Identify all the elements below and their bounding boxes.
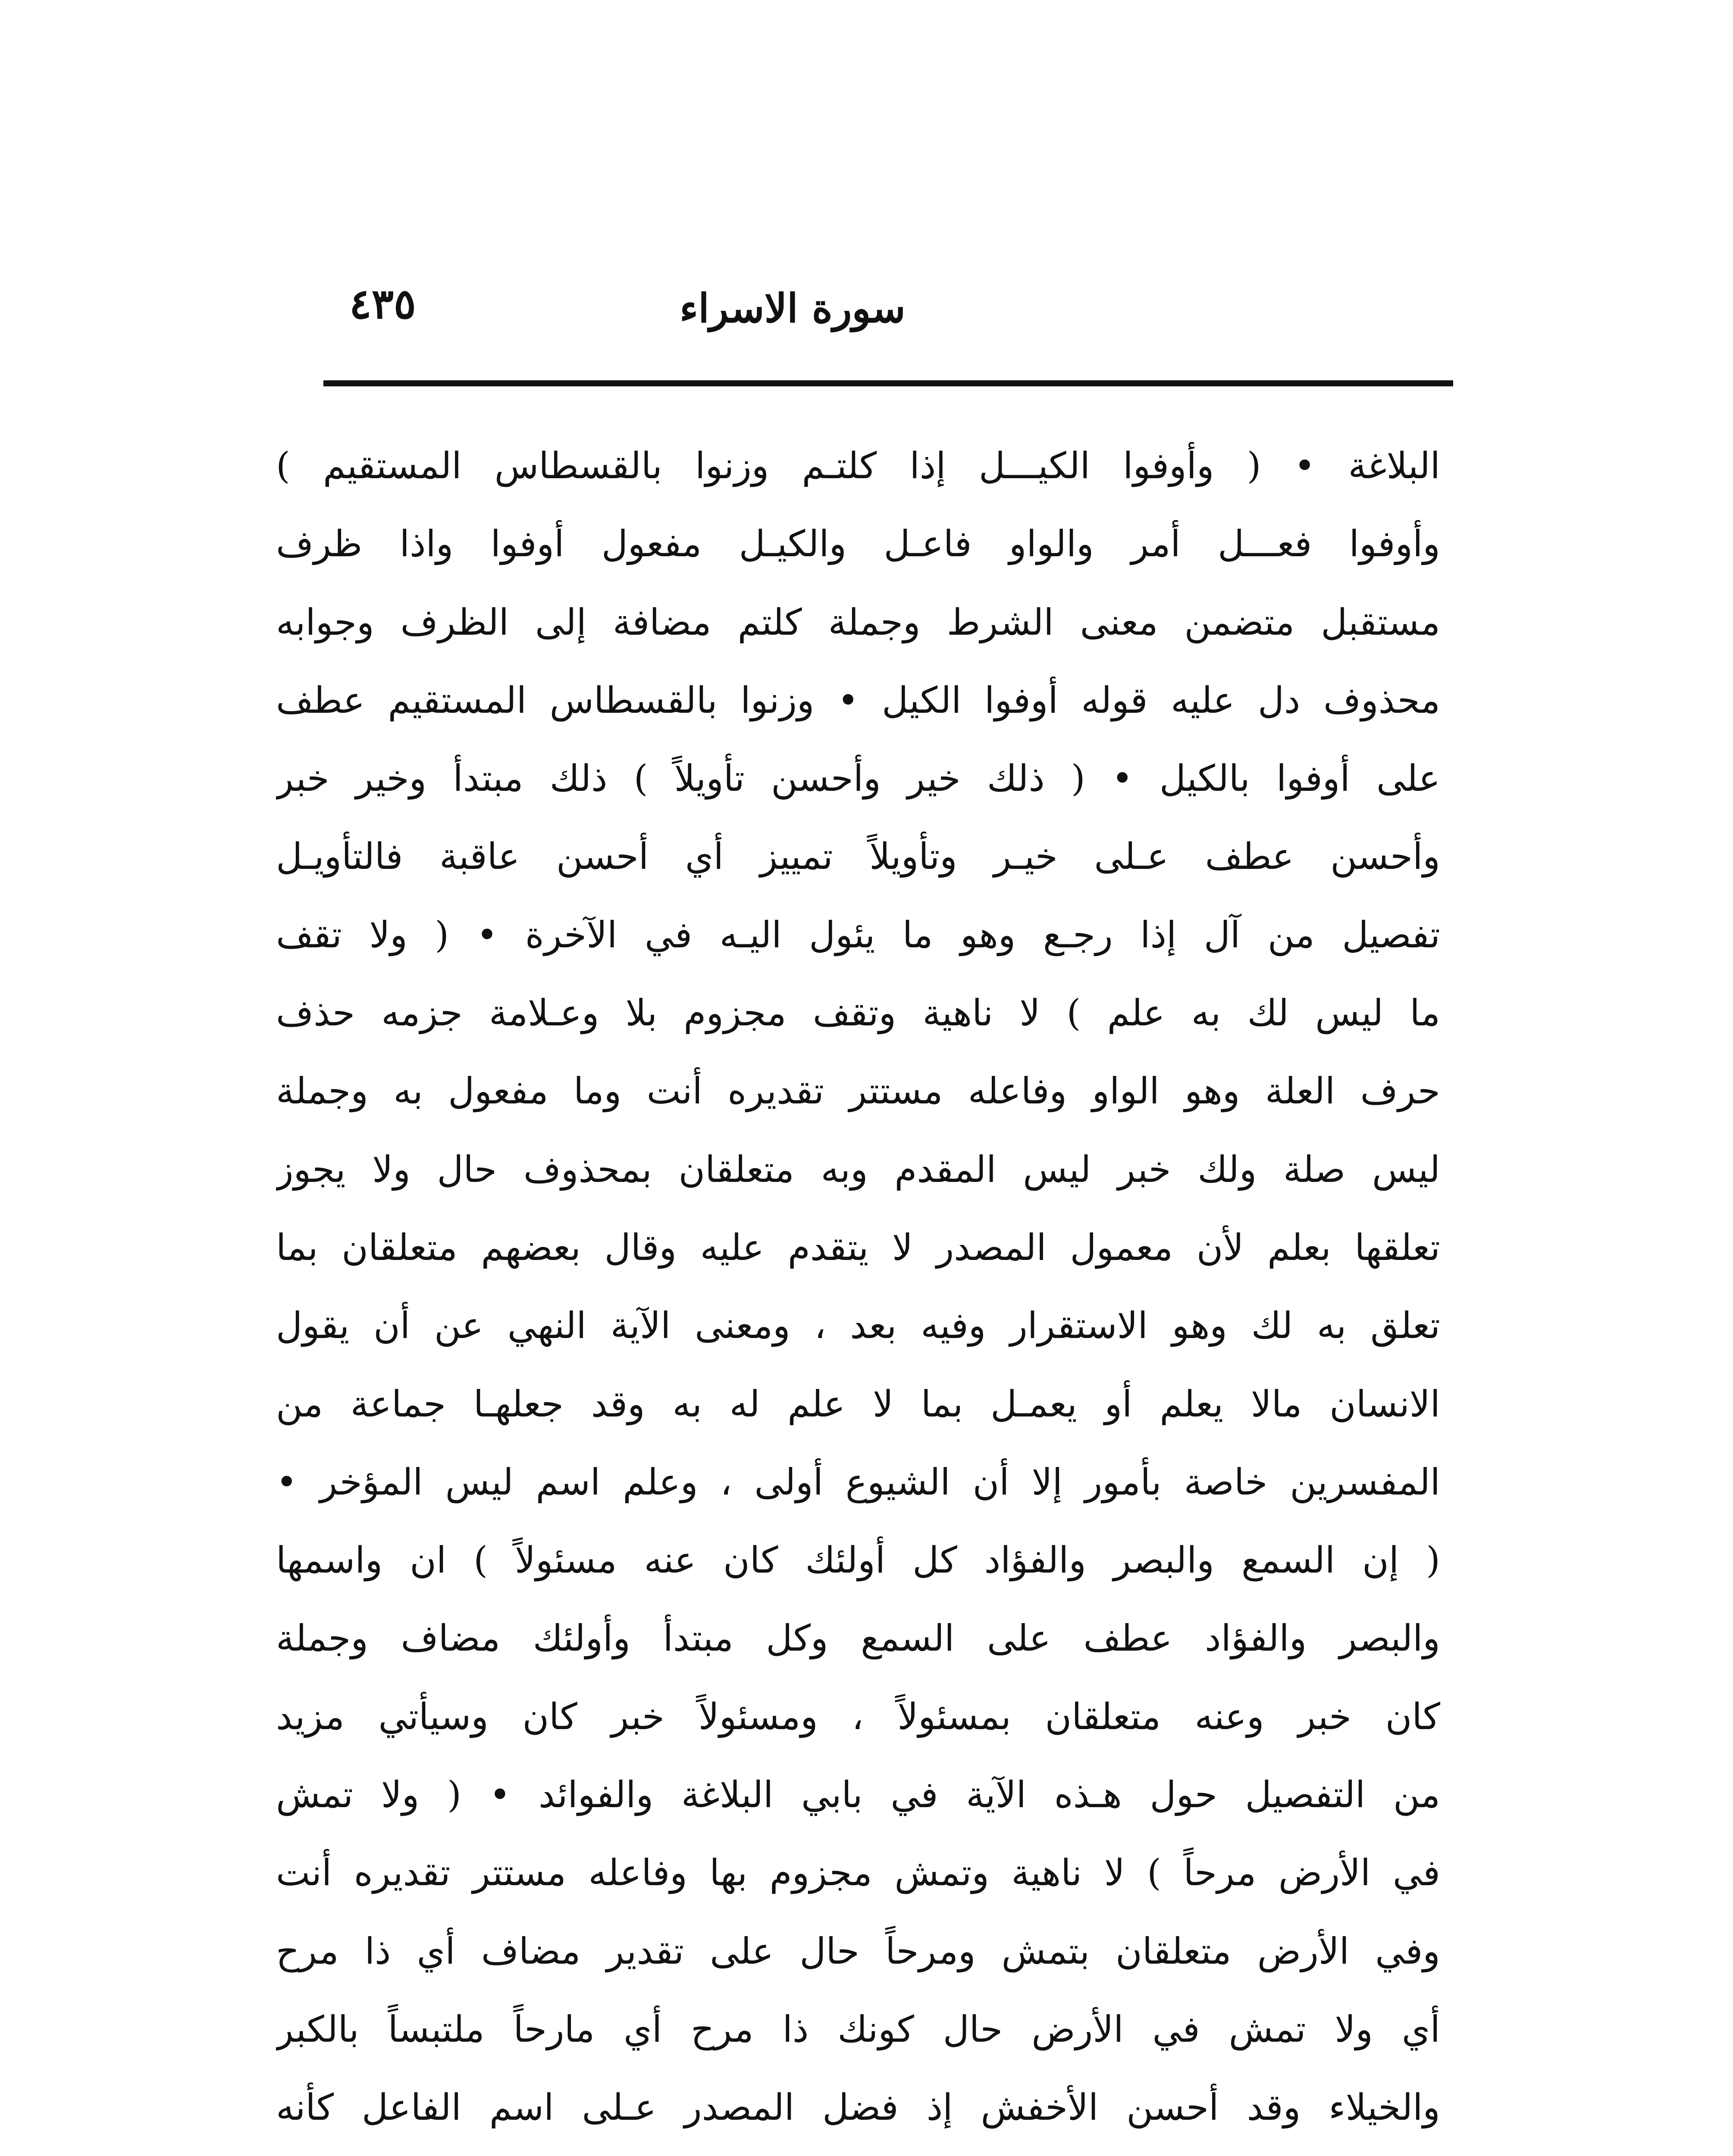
text-line: الانسان مالا يعلم أو يعمـل بما لا علم له به وقد جعلهـا جماعة من xyxy=(276,1382,1440,1425)
text-line: ما ليس لك به علم ) لا ناهية وتقف مجزوم بلا وعـلامة جزمه حذف xyxy=(276,992,1440,1034)
text-line xyxy=(276,2147,1440,2156)
text-line: ليس صلة ولك خبر ليس المقدم وبه متعلقان بمحذوف حال ولا يجوز xyxy=(276,1148,1440,1191)
text-line: أي ولا تمش في الأرض حال كونك ذا مرح أي مارحاً ملتبساً بالكبر xyxy=(276,2008,1440,2050)
text-line: المفسرين خاصة بأمور إلا أن الشيوع أولى ، وعلم اسم ليس المؤخر • xyxy=(276,1460,1440,1503)
text-line: في الأرض مرحاً ) لا ناهية وتمش مجزوم بها وفاعله مستتر تقديره أنت xyxy=(276,1852,1440,1894)
header-rule xyxy=(323,380,1453,386)
text-line: كان خبر وعنه متعلقان بمسئولاً ، ومسئولاً خبر كان وسيأتي مزيد xyxy=(276,1695,1440,1738)
text-line: وأوفوا فعـــل أمر والواو فاعـل والكيـل مفعول أوفوا واذا ظرف xyxy=(276,523,1440,565)
surah-title: سورة الاسراء xyxy=(680,285,906,332)
text-line: البلاغة • ( وأوفوا الكيـــل إذا كلتـم وزنوا بالقسطاس المستقيم ) xyxy=(276,445,1440,487)
text-line: حرف العلة وهو الواو وفاعله مستتر تقديره أنت وما مفعول به وجملة xyxy=(276,1070,1440,1112)
text-line: تعلق به لك وهو الاستقرار وفيه بعد ، ومعنى الآية النهي عن أن يقول xyxy=(276,1304,1440,1347)
text-line: مستقبل متضمن معنى الشرط وجملة كلتم مضافة إلى الظرف وجوابه xyxy=(276,601,1440,643)
text-line: والبصر والفؤاد عطف على السمع وكل مبتدأ وأولئك مضاف وجملة xyxy=(276,1617,1440,1660)
text-line: وفي الأرض متعلقان بتمش ومرحاً حال على تقدير مضاف أي ذا مرح xyxy=(276,1930,1440,1972)
text-line: من التفصيل حول هـذه الآية في بابي البلاغة والفوائد • ( ولا تمش xyxy=(276,1774,1440,1816)
text-line: محذوف دل عليه قوله أوفوا الكيل • وزنوا بالقسطاس المستقيم عطف xyxy=(276,679,1440,721)
text-line: والخيلاء وقد أحسن الأخفش إذ فضل المصدر عـلى اسم الفاعل كأنه xyxy=(276,2086,1440,2129)
page-number: ٤٣٥ xyxy=(349,279,416,328)
running-header xyxy=(319,276,1457,341)
text-line: ( إن السمع والبصر والفؤاد كل أولئك كان عنه مسئولاً ) ان واسمها xyxy=(276,1539,1440,1582)
text-line: على أوفوا بالكيل • ( ذلك خير وأحسن تأويلاً ) ذلك مبتدأ وخير خبر xyxy=(276,757,1440,800)
text-line: تعلقها بعلم لأن معمول المصدر لا يتقدم عليه وقال بعضهم متعلقان بما xyxy=(276,1226,1440,1269)
text-line: وأحسن عطف عـلى خيـر وتأويلاً تمييز أي أحسن عاقبة فالتأويـل xyxy=(276,835,1440,878)
text-line: تفصيل من آل إذا رجـع وهو ما يئول اليـه في الآخرة • ( ولا تقف xyxy=(276,913,1440,956)
body-text xyxy=(276,427,1440,2156)
